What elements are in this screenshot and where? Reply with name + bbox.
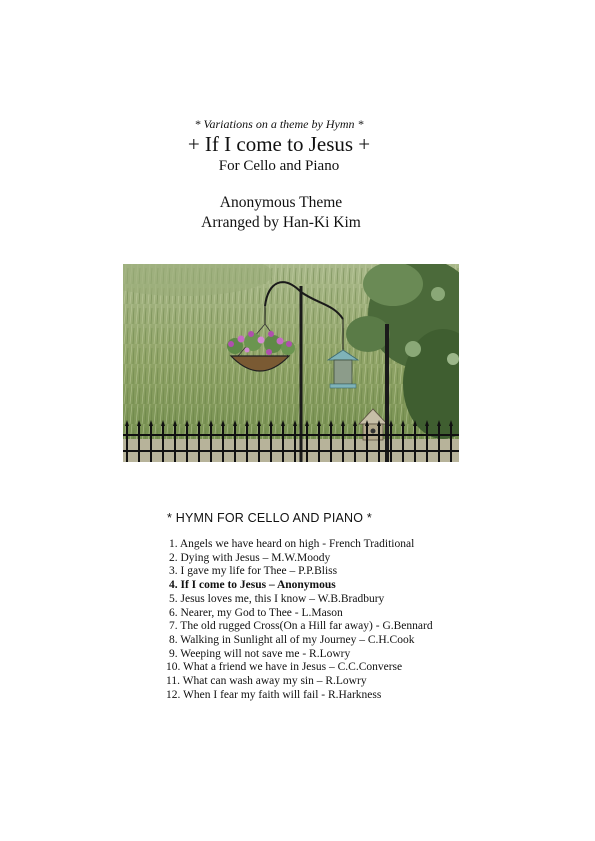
list-item: 10. What a friend we have in Jesus – C.C.Converse	[166, 661, 403, 674]
arranger-credit: Arranged by Han-Ki Kim	[201, 214, 361, 231]
theme-credit: Anonymous Theme	[219, 194, 343, 211]
instrumentation: For Cello and Piano	[218, 158, 340, 174]
cover-photo	[123, 264, 459, 462]
variations-subtitle: * Variations on a theme by Hymn *	[194, 117, 364, 131]
list-item: 12. When I fear my faith will fail - R.Harkness	[166, 688, 382, 701]
list-item: 2. Dying with Jesus – M.W.Moody	[169, 551, 331, 564]
garden-hanging-basket-image	[123, 264, 459, 462]
list-item-current: 4. If I come to Jesus – Anonymous	[169, 579, 336, 592]
hymn-list	[0, 538, 433, 702]
list-item: 6. Nearer, my God to Thee - L.Mason	[169, 606, 343, 619]
list-item: 8. Walking in Sunlight all of my Journey – C.H.Cook	[169, 633, 415, 646]
list-item: 7. The old rugged Cross(On a Hill far away) - G.Bennard	[169, 620, 433, 633]
credits	[0, 193, 562, 233]
list-item: 11. What can wash away my sin – R.Lowry	[166, 675, 367, 688]
list-item: 5. Jesus loves me, this I know – W.B.Bradbury	[169, 592, 385, 605]
hymn-list-heading: * HYMN FOR CELLO AND PIANO *	[167, 511, 372, 525]
list-item: 9. Weeping will not save me - R.Lowry	[169, 647, 351, 660]
piece-title: + If I come to Jesus +	[187, 132, 371, 156]
list-item: 3. I gave my life for Thee – P.P.Bliss	[169, 565, 338, 578]
list-item: 1. Angels we have heard on high - French Traditional	[169, 538, 415, 550]
